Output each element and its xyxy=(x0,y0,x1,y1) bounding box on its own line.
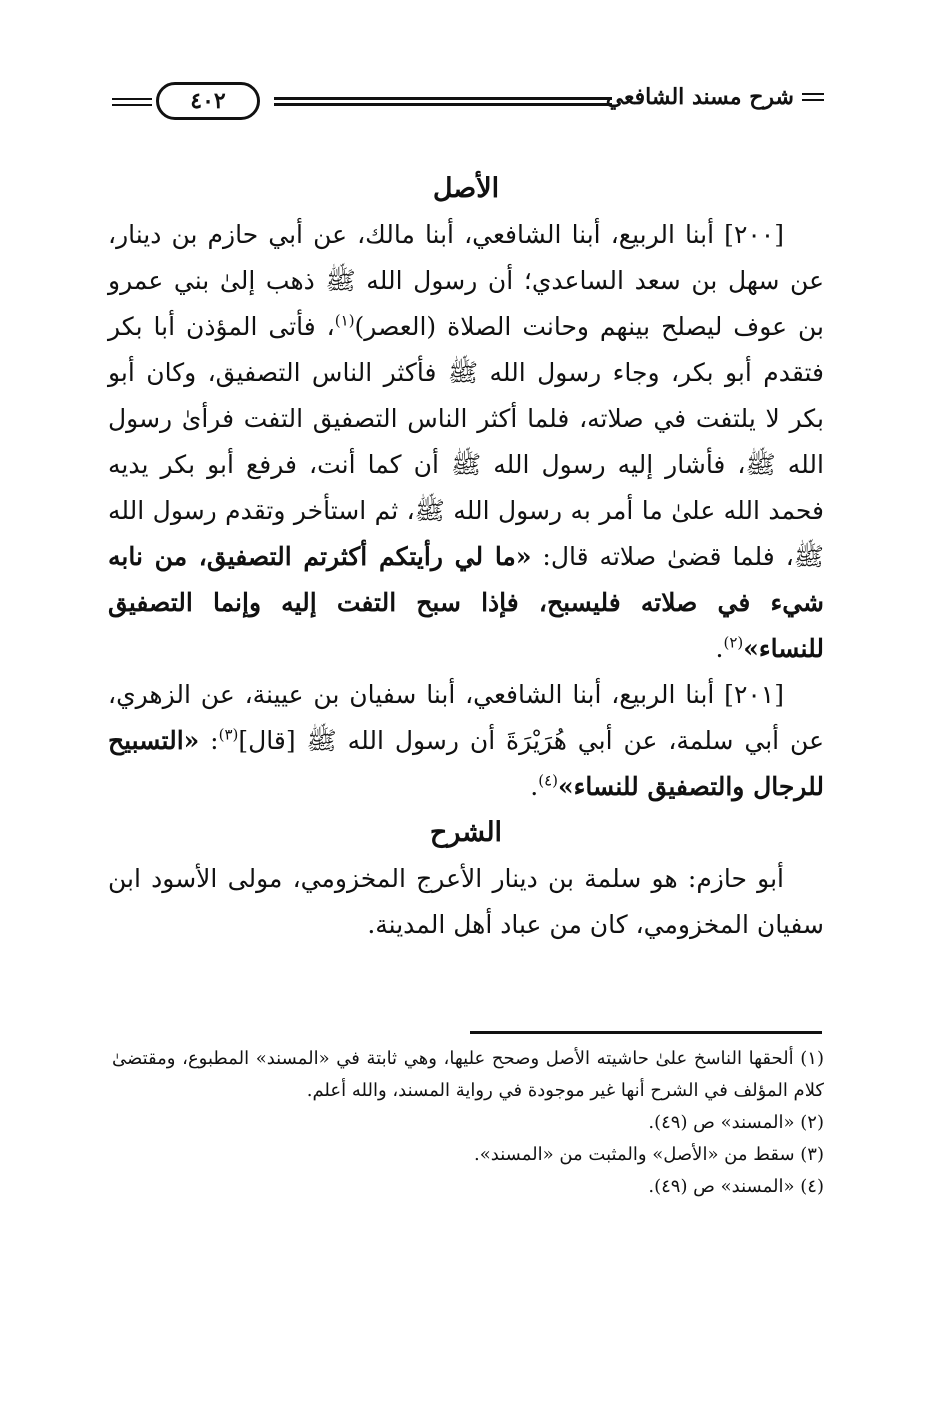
footnote-1 xyxy=(112,1043,824,1107)
page-header xyxy=(112,78,824,126)
hadith-200 xyxy=(108,212,824,672)
footnote-ref-4: (٤) xyxy=(538,771,559,790)
hadith-201-quote: «التسبيح للرجال والتصفيق للنساء» xyxy=(108,726,824,801)
hadith-201 xyxy=(108,672,824,810)
main-text xyxy=(108,166,824,948)
footnote-2 xyxy=(112,1107,824,1139)
hadith-200-end: . xyxy=(715,634,724,663)
page-number: ٤٠٢ xyxy=(190,88,226,114)
footnote-ref-3: (٣) xyxy=(218,725,239,744)
hadith-201-text-a: [٢٠١] أبنا الربيع، أبنا الشافعي، أبنا سفيان بن عيينة، عن الزهري، عن أبي سلمة، عن أبي هُرَيْرَةَ أن رسول الله ﷺ [قال] xyxy=(108,680,824,755)
hadith-200-text-b: ، فأتى المؤذن أبا بكر فتقدم أبو بكر، وجاء رسول الله ﷺ فأكثر الناس التصفيق، وكان أبو بكر لا يلتفت في صلاته، فلما أكثر الناس التصفيق التفت فرأىٰ رسول الله ﷺ، فأشار إليه رسول الله ﷺ أن كما أنت، فرفع أبو بكر يديه فحمد الله علىٰ ما أمر به رسول الله ﷺ، ثم استأخر وتقدم رسول الله ﷺ، فلما قضىٰ صلاته قال: xyxy=(108,312,824,571)
footnote-text: ألحقها الناسخ علىٰ حاشيته الأصل وصحح عليها، وهي ثابتة في «المسند» المطبوع، ومقتضىٰ كلام المؤلف في الشرح أنها غير موجودة في رواية المسند، والله أعلم. xyxy=(112,1048,824,1101)
footnote-ref-1: (١) xyxy=(334,311,355,330)
footnote-label: (٢) xyxy=(800,1112,824,1133)
sharh-heading: الشرح xyxy=(429,817,503,848)
hadith-201-colon: : xyxy=(199,726,219,755)
footnote-text: سقط من «الأصل» والمثبت من «المسند». xyxy=(474,1144,795,1165)
header-rule-middle xyxy=(274,97,612,106)
page-number-badge xyxy=(156,82,260,120)
footnote-label: (٣) xyxy=(800,1144,824,1165)
footnote-ref-2: (٢) xyxy=(723,633,744,652)
hadith-200-quote: «ما لي رأيتكم أكثرتم التصفيق، من نابه شيء في صلاته فليسبح، فإذا سبح التفت إليه وإنما التصفيق للنساء» xyxy=(108,542,824,663)
footnote-3 xyxy=(112,1139,824,1171)
footnotes xyxy=(112,1043,824,1203)
running-title-text: شرح مسند الشافعي xyxy=(605,84,794,110)
hadith-201-end: . xyxy=(530,772,539,801)
running-title xyxy=(606,84,824,110)
footnote-4 xyxy=(112,1171,824,1203)
footnote-label: (١) xyxy=(800,1048,824,1069)
asl-heading: الأصل xyxy=(432,173,500,204)
footnote-label: (٤) xyxy=(800,1176,824,1197)
header-rule-left xyxy=(112,98,152,106)
footnote-separator xyxy=(470,1031,822,1034)
hadith-200-text-a: [٢٠٠] أبنا الربيع، أبنا الشافعي، أبنا مالك، عن أبي حازم بن دينار، عن سهل بن سعد الساعدي؛ أن رسول الله ﷺ ذهب إلىٰ بني عمرو بن عوف ليصلح بينهم وحانت الصلاة (العصر) xyxy=(108,220,824,341)
sharh-paragraph: أبو حازم: هو سلمة بن دينار الأعرج المخزومي، مولى الأسود ابن سفيان المخزومي، كان من عباد أهل المدينة. xyxy=(108,864,824,939)
title-rule-right xyxy=(802,93,824,101)
footnote-text: «المسند» ص (٤٩). xyxy=(648,1176,795,1197)
footnote-text: «المسند» ص (٤٩). xyxy=(648,1112,795,1133)
